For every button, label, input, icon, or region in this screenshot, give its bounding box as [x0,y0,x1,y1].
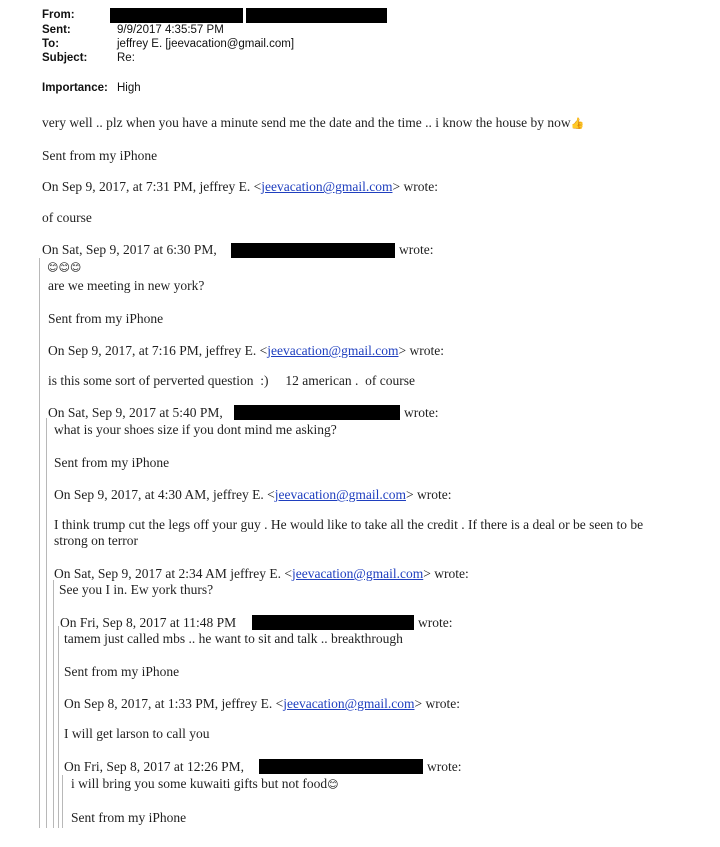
smile-emoji-icon: 😊😊😊 [47,261,82,274]
email-link[interactable]: jeevacation@gmail.com [283,696,415,711]
quote-bar-2 [46,418,47,828]
message-line: very well .. plz when you have a minute send me the date and the time .. i know the house by now👍 [42,115,585,130]
subject-label: Subject: [42,52,88,64]
message-line: tamem just called mbs .. he want to sit and talk .. breakthrough [64,631,403,646]
quote-bar-4 [58,626,59,828]
sent-value: 9/9/2017 4:35:57 PM [117,24,224,36]
email-link[interactable]: jeevacation@gmail.com [267,343,399,358]
redacted-sender-2 [246,8,387,23]
quote-header: On Sat, Sep 9, 2017 at 6:30 PM, [42,242,217,257]
thumbs-up-icon: 👍 [570,117,585,130]
quote-header: On Sat, Sep 9, 2017 at 5:40 PM, [48,405,223,420]
email-link[interactable]: jeevacation@gmail.com [261,179,393,194]
quote-header: On Sat, Sep 9, 2017 at 2:34 AM jeffrey E. <jeevacation@gmail.com> wrote: [54,566,469,581]
from-label: From: [42,9,75,21]
sent-label: Sent: [42,24,71,36]
importance-label: Importance: [42,82,108,94]
quote-header-tail: wrote: [404,405,439,420]
quote-header: On Fri, Sep 8, 2017 at 11:48 PM [60,615,237,630]
subject-value: Re: [117,52,135,64]
message-line: I will get larson to call you [64,726,210,741]
redacted-sender [110,8,243,23]
signature-line: Sent from my iPhone [54,455,170,470]
message-line: strong on terror [54,533,138,548]
importance-value: High [117,82,141,94]
message-line: See you I in. Ew york thurs? [59,582,214,597]
signature-line: Sent from my iPhone [48,311,164,326]
email-link[interactable]: jeevacation@gmail.com [291,566,424,581]
smile-emoji-icon: 😊 [327,778,339,791]
redacted-name [231,243,395,258]
to-value: jeffrey E. [jeevacation@gmail.com] [117,38,295,50]
email-link[interactable]: jeevacation@gmail.com [274,487,406,502]
signature-line: Sent from my iPhone [42,148,158,163]
message-line: is this some sort of perverted question :) 12 american . of course [48,373,416,388]
message-line: are we meeting in new york? [48,278,205,293]
message-line: of course [42,210,92,225]
to-label: To: [42,38,60,50]
signature-line: Sent from my iPhone [64,664,180,679]
quote-bar-3 [53,580,54,828]
quote-header-tail: wrote: [399,242,434,257]
message-line: i will bring you some kuwaiti gifts but not food😊 [71,776,339,791]
quote-header-tail: wrote: [418,615,453,630]
quote-bar-1 [39,258,40,828]
redacted-name [259,759,423,774]
quote-header-tail: wrote: [427,759,462,774]
message-line: I think trump cut the legs off your guy . He would like to take all the credit . If there is a deal or be seen to be [54,517,644,532]
quote-header: On Sep 9, 2017, at 4:30 AM, jeffrey E. <jeevacation@gmail.com> wrote: [54,487,452,502]
signature-line: Sent from my iPhone [71,810,187,825]
redacted-name [252,615,414,630]
quote-header: On Fri, Sep 8, 2017 at 12:26 PM, [64,759,245,774]
quote-header: On Sep 9, 2017, at 7:31 PM, jeffrey E. <jeevacation@gmail.com> wrote: [42,179,438,194]
quote-header: On Sep 8, 2017, at 1:33 PM, jeffrey E. <jeevacation@gmail.com> wrote: [64,696,460,711]
quote-bar-5 [62,775,63,828]
redacted-name [234,405,400,420]
quote-header: On Sep 9, 2017, at 7:16 PM, jeffrey E. <jeevacation@gmail.com> wrote: [48,343,444,358]
message-line: what is your shoes size if you dont mind me asking? [54,422,337,437]
